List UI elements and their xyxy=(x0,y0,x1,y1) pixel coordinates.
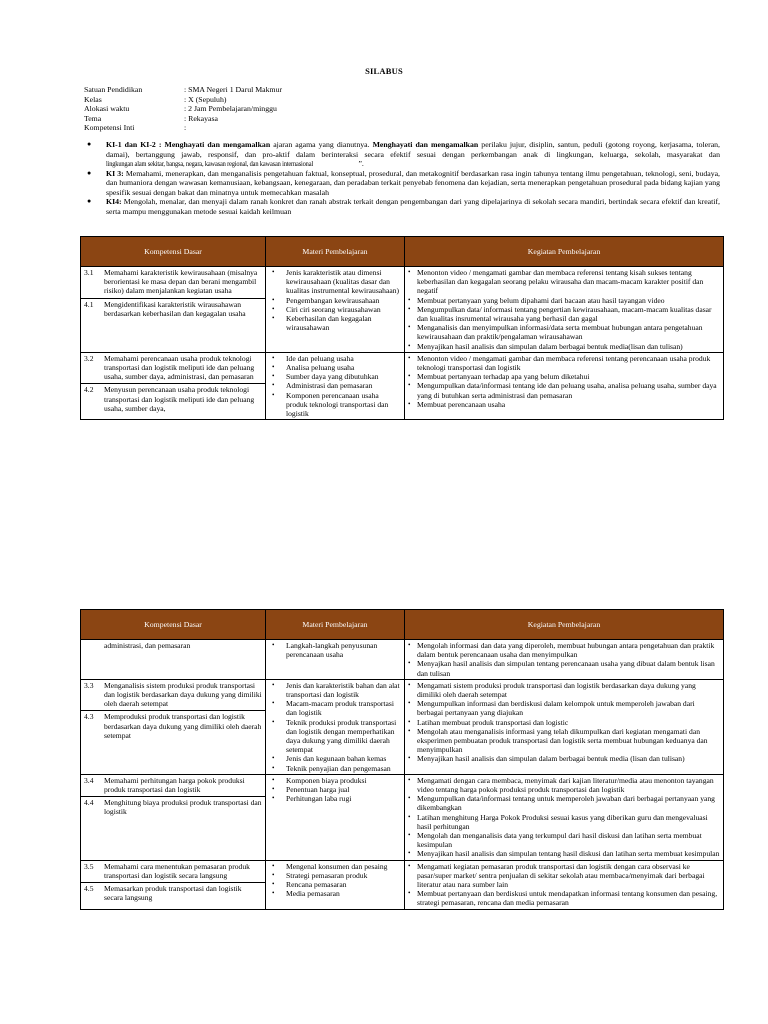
kegiatan-item xyxy=(408,381,720,399)
materi-text: Macam-macam produk transportasi dan logistik xyxy=(286,699,394,718)
ki-item xyxy=(84,197,720,216)
kegiatan-item xyxy=(408,889,720,907)
materi-text: Penentuan harga jual xyxy=(286,785,350,795)
materi-item xyxy=(269,794,401,803)
materi-item xyxy=(269,641,401,659)
bullet-icon: • xyxy=(272,641,275,649)
materi-item xyxy=(269,718,401,755)
ki-bold: KI 3: xyxy=(106,168,124,178)
bullet-icon: • xyxy=(272,381,275,390)
materi-text: Administrasi dan pemasaran xyxy=(286,381,373,391)
bullet-icon: • xyxy=(272,699,275,708)
header-kegiatan-pembelajaran: Kegiatan Pembelajaran xyxy=(405,237,724,267)
bullet-icon: • xyxy=(272,889,275,898)
materi-text: Strategi pemasaran produk xyxy=(286,870,368,880)
materi-item xyxy=(269,871,401,880)
syllabus-table-2 xyxy=(80,609,724,910)
kegiatan-cell xyxy=(405,267,724,353)
ki-body: perilaku jujur, disiplin, santun, peduli (gotong royong, kerjasama, toleran, damai), bertanggung jawab, responsif, dan pro-aktif dalam berinteraksi secara efektif sesuai dengan perkembangan anak di lingkungan, keluarga, sekolah, masyarakat dan xyxy=(106,140,720,159)
kompetensi-inti-list xyxy=(84,140,720,216)
info-row xyxy=(84,114,282,124)
kd-text: Memahami cara menentukan pemasaran produk transportasi dan logistik secara langsung xyxy=(104,861,250,880)
bullet-icon: • xyxy=(408,323,411,332)
materi-item xyxy=(269,391,401,419)
kegiatan-text: Menyajkan hasil analisis dan simpulan tentang perencanaan usaha yang dibuat dalam bentuk lisan dan tulisan xyxy=(417,659,715,678)
info-label: Tema xyxy=(84,113,102,123)
bullet-icon: • xyxy=(272,304,275,313)
materi-list xyxy=(269,641,401,659)
kegiatan-cell xyxy=(405,679,724,774)
kegiatan-text: Menganalisis dan menyimpulkan informasi/data serta membuat hubungan antara pengetahuan kewirausahaan dan praktik/pengalaman wirausahawan xyxy=(417,323,703,342)
kegiatan-item xyxy=(408,862,720,890)
kd-item xyxy=(81,796,265,816)
kegiatan-text: Mengumpulkan data/ informasi tentang pengertian kewirausahaan, macam-macam kualitas dasar dan kualitas insrumental wirausaha yang berhasil dan gagal xyxy=(417,304,712,324)
kd-item xyxy=(84,641,262,650)
materi-text: Pengembangan kewirausahaan xyxy=(286,295,380,305)
kegiatan-item xyxy=(408,831,720,849)
kd-item xyxy=(81,710,265,740)
bullet-icon: • xyxy=(272,763,275,772)
header-materi-pembelajaran: Materi Pembelajaran xyxy=(266,610,405,640)
kegiatan-item xyxy=(408,681,720,699)
ki-item xyxy=(84,140,720,169)
kompetensi-dasar-cell xyxy=(81,679,266,774)
kegiatan-list xyxy=(408,862,720,908)
materi-item xyxy=(269,764,401,773)
materi-item xyxy=(269,880,401,889)
header-kegiatan-pembelajaran: Kegiatan Pembelajaran xyxy=(405,610,724,640)
kd-item xyxy=(81,383,265,413)
bullet-icon: • xyxy=(408,849,411,858)
kegiatan-cell xyxy=(405,860,724,909)
header-kompetensi-dasar: Kompetensi Dasar xyxy=(81,237,266,267)
materi-text: Komponen perencanaan usaha produk teknologi transportasi dan logistik xyxy=(286,390,389,419)
materi-text: Teknik produksi produk transportasi dan logistik dengan memperhatikan daya dukung yang dimiliki daerah setempat xyxy=(286,717,397,755)
kegiatan-text: Membuat perencanaan usaha xyxy=(417,399,506,409)
kegiatan-list xyxy=(408,641,720,678)
kd-number: 4.4 xyxy=(84,798,94,808)
table-row xyxy=(81,640,724,680)
kd-text: Memahami perencanaan usaha produk teknologi transportasi dan logistik meliputi ide dan peluang usaha, sumber daya, administrasi, dan pemasaran xyxy=(104,353,255,382)
kd-item xyxy=(81,298,265,318)
kd-item xyxy=(84,268,262,296)
info-value: : Rekayasa xyxy=(184,113,218,123)
table-row xyxy=(81,679,724,774)
info-label: Kelas xyxy=(84,94,102,104)
kegiatan-text: Membuat pertanyaan dan berdiskusi untuk mendapatkan informasi tentang konsumen dan pesaing, strategi pemasaran, rencana dan media pemasaran xyxy=(417,889,718,908)
materi-text: Keberhasilan dan kegagalan wirausahawan xyxy=(286,314,372,333)
bullet-icon: • xyxy=(272,775,275,784)
kd-number: 3.3 xyxy=(84,680,94,690)
kegiatan-text: Mengolah dan menganalisis data yang terkumpul dari hasil diskusi dan latihan serta membuat kesimpulan xyxy=(417,831,702,850)
info-row xyxy=(84,85,282,95)
ki-text xyxy=(106,169,720,198)
kd-item xyxy=(84,862,262,880)
ki-body: ajaran agama yang dianutnya. xyxy=(270,140,373,149)
info-label: Alokasi waktu xyxy=(84,104,130,113)
table-row xyxy=(81,267,724,353)
materi-cell xyxy=(266,267,405,353)
kd-text: Menghitung biaya produksi produk transportasi dan logistik xyxy=(104,798,262,817)
info-value: : SMA Negeri 1 Darul Makmur xyxy=(184,85,283,94)
materi-text: Sumber daya yang dibutuhkan xyxy=(286,372,379,382)
bullet-icon: • xyxy=(408,372,411,381)
kegiatan-text: Menyajikan hasil analisis dan simpulan dalam berbagai bentuk media (lisan dan tulisan) xyxy=(417,754,685,764)
materi-item xyxy=(269,314,401,332)
kompetensi-dasar-cell xyxy=(81,267,266,353)
materi-text: Teknik penyajian dan pengemasan xyxy=(286,763,391,773)
kegiatan-cell xyxy=(405,774,724,860)
school-info xyxy=(84,85,282,133)
bullet-icon: • xyxy=(272,363,275,372)
kd-number: 3.1 xyxy=(84,268,94,277)
kegiatan-text: Menyajikan hasil analisis dan simpulan dalam berbagai bentuk media(lisan dan tulisan) xyxy=(417,341,683,351)
kompetensi-dasar-cell xyxy=(81,860,266,909)
kd-number: 3.5 xyxy=(84,861,94,871)
kd-number: 3.4 xyxy=(84,775,94,785)
bullet-icon: • xyxy=(408,717,411,726)
kompetensi-dasar-cell xyxy=(81,352,266,419)
kegiatan-text: Mengumpulkan data/informasi tentang untuk memperoleh jawaban dari berbagai pertanyaan yang dikembangkan xyxy=(417,794,715,813)
kd-text: Memproduksi produk transportasi dan logistik berdasarkan daya dukung yang dimiliki oleh daerah setempat xyxy=(104,712,262,740)
bullet-icon: • xyxy=(272,717,275,726)
kegiatan-item xyxy=(408,323,720,341)
kegiatan-text: Membuat pertanyaan terhadap apa yang belum diketahui xyxy=(417,372,590,382)
kegiatan-text: Membuat pertanyaan yang belum dipahami dari bacaan atau hasil tayangan video xyxy=(417,295,665,305)
bullet-icon: • xyxy=(272,794,275,803)
kd-number xyxy=(84,641,104,650)
bullet-icon: • xyxy=(408,659,411,668)
materi-text: Jenis dan karakteristik bahan dan alat transportasi dan logistik xyxy=(286,680,400,700)
kd-item xyxy=(84,776,262,794)
kegiatan-item xyxy=(408,849,720,858)
bullet-icon: • xyxy=(408,341,411,350)
bullet-icon: • xyxy=(408,381,411,390)
materi-item xyxy=(269,354,401,363)
materi-item xyxy=(269,754,401,763)
kegiatan-text: Latihan membuat produk transportasi dan logistic xyxy=(417,717,569,727)
bullet-icon: • xyxy=(408,861,411,870)
materi-text: Langkah-langkah penyusunan perencanaan usaha xyxy=(286,641,378,660)
bullet-icon: • xyxy=(408,680,411,689)
kd-text: Menyusun perencanaan usaha produk teknologi transportasi dan logistik meliputi ide dan peluang usaha, sumber daya, xyxy=(104,385,255,413)
materi-item xyxy=(269,381,401,390)
ki-bold: Menghayati dan mengamalkan xyxy=(372,140,479,149)
table-row xyxy=(81,352,724,419)
materi-list xyxy=(269,354,401,418)
materi-list xyxy=(269,268,401,332)
materi-cell xyxy=(266,774,405,860)
kd-number: 3.2 xyxy=(84,353,94,363)
info-row xyxy=(84,104,282,114)
kegiatan-item xyxy=(408,813,720,831)
kegiatan-list xyxy=(408,681,720,764)
kegiatan-text: Mengolah atau menganalisis informasi yang telah dikumpulkan dari kegiatan mengamati dan eksperimen pembuatan produk transportasi dan logistik serta membuat hubungan keduanya dan menyimpulkan xyxy=(417,726,708,755)
ki-body: Memahami, menerapkan, dan menganalisis pengetahuan faktual, konseptual, prosedural, dan metakognitif berdasarkan rasa ingin tahunya tentang ilmu pengetahuan, teknologi, seni, budaya, dan humaniora dengan wawasan kemanusiaan, kebangsaan, kenegaraan, dan peradaban terkait penyebab fenomena dan kejadian, serta menerapkan pengetahuan prosedural pada bidang kajian yang spesifik sesuai dengan bakat dan minatnya untuk memecahkan masalah xyxy=(106,168,721,197)
kegiatan-text: Menonton video / mengamati gambar dan membaca referensi tentang kisah sukses tentang keberhasilan dan kegagalan seorang pelaku wirausaha dan macam-macam karakter positif dan negatif xyxy=(417,268,704,296)
bullet-icon: • xyxy=(408,641,411,649)
kd-number: 4.2 xyxy=(84,385,94,395)
materi-item xyxy=(269,699,401,717)
bullet-icon: • xyxy=(408,775,411,784)
bullet-icon: • xyxy=(408,353,411,362)
bullet-icon: • xyxy=(408,304,411,313)
bullet-icon: • xyxy=(408,295,411,304)
bullet-icon: • xyxy=(408,268,411,276)
kd-item xyxy=(84,681,262,709)
materi-cell xyxy=(266,352,405,419)
bullet-icon: • xyxy=(272,372,275,381)
kegiatan-item xyxy=(408,754,720,763)
table-row xyxy=(81,774,724,860)
kd-text: Mengidentifikasi karakteristik wirausahawan berdasarkan keberhasilan dan kegagalan usaha xyxy=(104,299,246,318)
materi-text: Jenis karakteristik atau dimensi kewirausahaan (kualitas dasar dan kualitas instrumental kewirausahaan) xyxy=(286,268,400,296)
kegiatan-item xyxy=(408,641,720,659)
ki-squished-text: lingkungan alam sekitar, bangsa, negara, kawasan regional, dan kawasan internasional xyxy=(106,159,313,168)
kegiatan-text: Mengamati sistem produksi produk transportasi dan logistik berdasarkan daya dukung yang dimiliki oleh daerah setempat xyxy=(417,680,696,700)
bullet-icon: • xyxy=(272,785,275,794)
kd-item xyxy=(81,882,265,902)
bullet-icon: • xyxy=(408,399,411,408)
bullet-icon: ● xyxy=(87,140,92,148)
bullet-icon: • xyxy=(272,314,275,323)
bullet-icon: • xyxy=(408,794,411,803)
kegiatan-item xyxy=(408,659,720,677)
bullet-icon: • xyxy=(272,880,275,889)
materi-list xyxy=(269,681,401,773)
info-row xyxy=(84,123,282,133)
kd-text: Memahami karakteristik kewirausahaan (misalnya berorientasi ke masa depan dan berani mengambil risiko) dalam menjalankan kegiatan usaha xyxy=(104,268,258,296)
bullet-icon: • xyxy=(272,754,275,763)
bullet-icon: • xyxy=(272,870,275,879)
kegiatan-text: Mengumpulkan informasi dan berdiskusi dalam kelompok untuk memperoleh jawaban dari berbagai pertanyaan yang diajukan xyxy=(417,699,695,718)
materi-text: Ciri ciri seorang wirausahawan xyxy=(286,304,381,314)
ki-bold: KI4: xyxy=(106,197,122,206)
kegiatan-text: Mengamati kegiatan pemasaran produk transportasi dan logistik dengan cara observasi ke pasar/super market/ sentra penjualan di sekitar sekolah atau membaca/menyimak dari berbagai literatur atau nara sumber lain xyxy=(417,861,705,890)
syllabus-table-1 xyxy=(80,236,724,420)
kegiatan-text: Menyajikan hasil analisis dan simpulan tentang hasil diskusi dan latihan serta membuat kesimpulan xyxy=(417,849,720,859)
materi-cell xyxy=(266,860,405,909)
info-row xyxy=(84,95,282,105)
kegiatan-text: Mengolah informasi dan data yang diperoleh, membuat hubungan antara pengetahuan dan praktik dalam bentuk perencanaan usaha dan menyimpulkan xyxy=(417,641,715,660)
bullet-icon: • xyxy=(408,699,411,708)
bullet-icon: • xyxy=(272,861,275,870)
bullet-icon: • xyxy=(272,390,275,399)
bullet-icon: • xyxy=(272,295,275,304)
materi-text: Ide dan peluang usaha xyxy=(286,353,354,363)
kegiatan-item xyxy=(408,794,720,812)
materi-item xyxy=(269,296,401,305)
header-materi-pembelajaran: Materi Pembelajaran xyxy=(266,237,405,267)
bullet-icon: • xyxy=(272,680,275,689)
bullet-icon: • xyxy=(408,831,411,840)
kegiatan-item xyxy=(408,400,720,409)
bullet-icon: ● xyxy=(87,197,92,205)
ki-body: Mengolah, menalar, dan menyaji dalam ranah konkret dan ranah abstrak terkait dengan pengembangan dari yang dipelajarinya di sekolah secara mandiri, bertindak secara efektif dan kreatif, serta mampu menggunakan metode sesuai kaidah keilmuan xyxy=(106,197,720,216)
kegiatan-cell xyxy=(405,640,724,680)
info-label: Kompetensi Inti xyxy=(84,123,135,132)
materi-item xyxy=(269,785,401,794)
ki-bold: KI-1 dan KI-2 : Menghayati dan mengamalkan xyxy=(106,140,271,149)
materi-list xyxy=(269,862,401,899)
kd-number: 4.1 xyxy=(84,299,94,309)
kegiatan-item xyxy=(408,699,720,717)
bullet-icon: • xyxy=(272,353,275,362)
info-value: : X (Sepuluh) xyxy=(184,94,227,104)
kegiatan-list xyxy=(408,776,720,859)
kegiatan-item xyxy=(408,305,720,323)
kegiatan-item xyxy=(408,776,720,794)
kegiatan-item xyxy=(408,372,720,381)
bullet-icon: ● xyxy=(87,168,92,177)
materi-cell xyxy=(266,679,405,774)
kegiatan-cell xyxy=(405,352,724,419)
materi-item xyxy=(269,305,401,314)
kd-item xyxy=(84,354,262,382)
ki-text xyxy=(106,140,720,169)
kompetensi-dasar-cell xyxy=(81,640,266,680)
table-row xyxy=(81,860,724,909)
kd-number: 4.5 xyxy=(84,884,94,894)
ki-tail: ”. xyxy=(358,159,364,168)
kegiatan-list xyxy=(408,354,720,409)
materi-text: Mengenal konsumen dan pesaing xyxy=(286,861,388,871)
kegiatan-text: Mengamati dengan cara membaca, menyimak dari kajian literatur/media atau menonton tayangan video tentang harga pokok produksi produk transportasi dan logistik xyxy=(417,775,714,795)
kegiatan-text: Latihan menghitung Harga Pokok Produksi sesuai kasus yang diberikan guru dan mengevaluasi hasil perhitungan xyxy=(417,812,708,831)
kegiatan-text: Menonton video / mengamati gambar dan membaca referensi tentang perencanaan usaha produk teknologi transportasi dan logistik xyxy=(417,353,711,373)
kd-text: Memahami perhitungan harga pokok produksi produk transportasi dan logistik xyxy=(104,775,245,795)
materi-item xyxy=(269,681,401,699)
kegiatan-list xyxy=(408,268,720,351)
materi-item xyxy=(269,862,401,871)
info-value: : xyxy=(184,123,187,132)
kegiatan-item xyxy=(408,342,720,351)
bullet-icon: • xyxy=(408,754,411,763)
bullet-icon: • xyxy=(408,726,411,735)
info-label: Satuan Pendidikan xyxy=(84,85,143,94)
bullet-icon: • xyxy=(408,889,411,898)
page-title: SILABUS xyxy=(365,66,403,76)
materi-text: Komponen biaya produksi xyxy=(286,775,367,785)
ki-text xyxy=(106,197,720,216)
kd-text: administrasi, dan pemasaran xyxy=(104,641,191,650)
materi-text: Rencana pemasaran xyxy=(286,880,347,890)
materi-text: Jenis dan kegunaan bahan kemas xyxy=(286,754,387,764)
materi-cell xyxy=(266,640,405,680)
kegiatan-text: Mengumpulkan data/informasi tentang ide dan peluang usaha, analisa peluang usaha, sumber daya yang di butuhkan serta administrasi dan pemasaran xyxy=(417,381,717,400)
bullet-icon: • xyxy=(272,268,275,276)
ki-item xyxy=(84,169,720,198)
bullet-icon: • xyxy=(408,812,411,821)
materi-text: Analisa peluang usaha xyxy=(286,363,355,373)
kegiatan-item xyxy=(408,296,720,305)
materi-text: Perhitungan laba rugi xyxy=(286,794,352,804)
materi-item xyxy=(269,776,401,785)
header-kompetensi-dasar: Kompetensi Dasar xyxy=(81,610,266,640)
materi-list xyxy=(269,776,401,804)
materi-item xyxy=(269,372,401,381)
info-value: : 2 Jam Pembelajaran/minggu xyxy=(184,104,277,113)
kegiatan-item xyxy=(408,354,720,372)
materi-item xyxy=(269,268,401,296)
kegiatan-item xyxy=(408,268,720,296)
materi-text: Media pemasaran xyxy=(286,889,340,899)
kd-number: 4.3 xyxy=(84,712,94,722)
kegiatan-item xyxy=(408,718,720,727)
kompetensi-dasar-cell xyxy=(81,774,266,860)
kegiatan-item xyxy=(408,727,720,755)
materi-item xyxy=(269,363,401,372)
materi-item xyxy=(269,889,401,898)
kd-text: Memasarkan produk transportasi dan logistik secara langsung xyxy=(104,884,242,903)
kd-text: Menganalisis sistem produksi produk transportasi dan logistik berdasarkan daya dukung yang dimiliki oleh daerah setempat xyxy=(104,680,262,709)
